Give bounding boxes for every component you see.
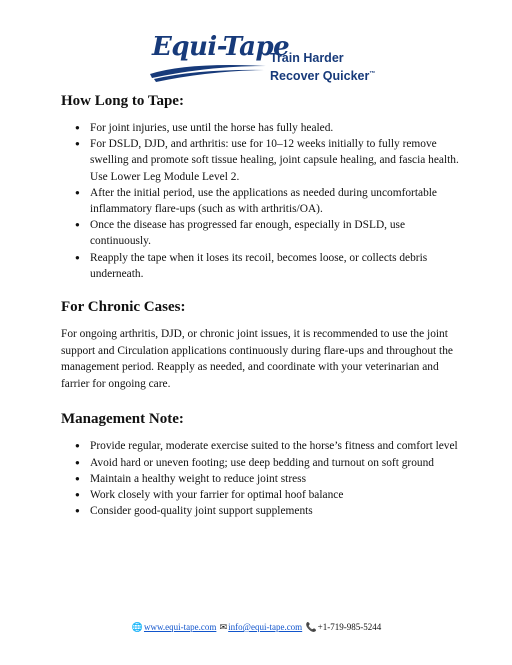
trademark: ™ (369, 71, 376, 77)
list-item: ● Consider good-quality joint support supplements (61, 503, 461, 519)
list-item: ● After the initial period, use the applications as needed during uncomfortable inflammatory flare-ups (such as with arthritis/OA). (61, 185, 461, 217)
tagline-line1: Train Harder (270, 51, 344, 65)
list-item: ● Reapply the tape when it loses its recoil, becomes loose, or collects debris underneath. (61, 250, 461, 282)
list-item: ● Work closely with your farrier for optimal hoof balance (61, 487, 461, 503)
list-item: ● For joint injuries, use until the horse has fully healed. (61, 120, 461, 136)
phone-number: +1-719-985-5244 (317, 622, 382, 632)
tagline-line2: Recover Quicker (270, 69, 370, 84)
list-item: ● For DSLD, DJD, and arthritis: use for 10–12 weeks initially to fully remove swelling and promote soft tissue healing, joint capsule healing, and fascia health. Use Lower Leg Module Level 2. (61, 136, 461, 185)
bullet-list (61, 120, 461, 282)
brand-name: Equi-Tape (152, 32, 290, 62)
section-heading: How Long to Tape: (61, 93, 184, 109)
phone-icon: 📞 (305, 622, 317, 632)
section-management (61, 410, 461, 519)
globe-icon: 🌐 (131, 622, 143, 632)
brand-logo (148, 30, 378, 88)
document-body (61, 92, 461, 519)
section-heading: For Chronic Cases: (61, 299, 186, 316)
email-icon: ✉ (219, 622, 228, 632)
list-item: ● Maintain a healthy weight to reduce joint stress (61, 471, 461, 487)
list-item: ● Avoid hard or uneven footing; use deep bedding and turnout on soft ground (61, 455, 461, 471)
section-how-long (61, 92, 461, 282)
email-link[interactable]: info@equi-tape.com (228, 622, 303, 632)
footer-contact (0, 622, 512, 633)
bullet-list (61, 438, 461, 519)
website-link[interactable]: www.equi-tape.com (143, 622, 217, 632)
paragraph: For ongoing arthritis, DJD, or chronic joint issues, it is recommended to use the joint support and Circulation applications continuously during flare-ups and throughout the management period. Reapply as needed, and coordinate with your veterinarian and farrier for ongoing care. (61, 328, 453, 390)
list-item: ● Provide regular, moderate exercise suited to the horse’s fitness and comfort level (61, 438, 461, 454)
list-item: ● Once the disease has progressed far enough, especially in DSLD, use continuously. (61, 217, 461, 249)
section-heading: Management Note: (61, 411, 184, 428)
swoosh-graphic (148, 60, 268, 82)
section-chronic (61, 298, 461, 392)
brand-tagline (270, 50, 375, 84)
